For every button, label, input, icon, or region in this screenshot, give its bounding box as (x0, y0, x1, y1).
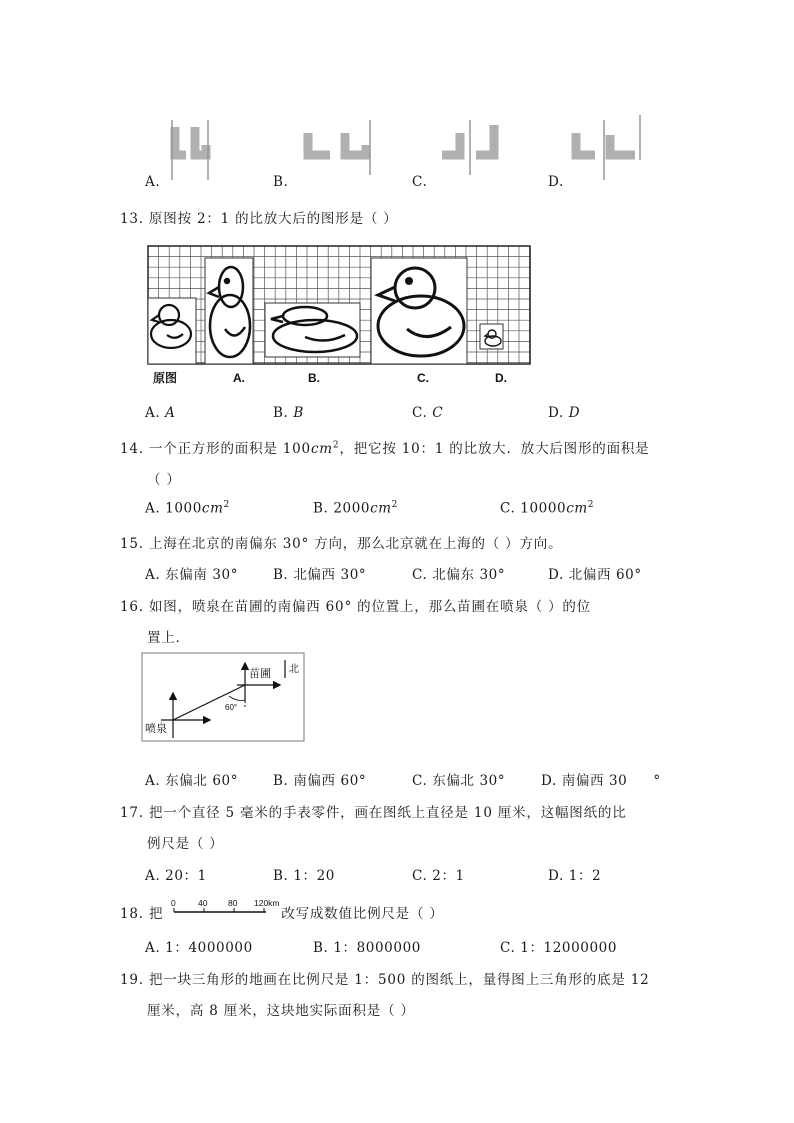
angle-label: 60° (225, 703, 238, 712)
label-c: C. (417, 371, 429, 385)
fountain-label: 喷泉 (145, 723, 167, 735)
question-14-line2: （ ） (147, 472, 181, 488)
scale-tick-40: 40 (198, 898, 208, 908)
q18-line-scale (170, 896, 288, 920)
scale-tick-80: 80 (228, 898, 238, 908)
q12-figure-d (576, 115, 640, 180)
scale-tick-120: 120km (254, 898, 280, 908)
question-17-line2: 例尺是（ ） (147, 836, 224, 852)
q13-duck-grid-figure (145, 243, 535, 388)
q12-option-c[interactable]: C. (412, 174, 428, 190)
q13-option-c[interactable]: C. C (412, 405, 444, 421)
q16-option-a[interactable]: A. 东偏北 60° (145, 773, 239, 789)
q17-option-d[interactable]: D. 1：2 (548, 868, 602, 884)
q15-option-b[interactable]: B. 北偏西 30° (273, 567, 367, 583)
q12-figure-a (172, 120, 208, 180)
q12-option-d[interactable]: D. (548, 174, 564, 190)
q14-option-c[interactable]: C. $10000cm^2$ (500, 500, 595, 517)
question-17: 17. 把一个直径 5 毫米的手表零件，画在图纸上直径是 10 厘米，这幅图纸的比 (120, 805, 627, 821)
q16-direction-figure (141, 652, 306, 744)
q13-option-a[interactable]: A. A (145, 405, 176, 421)
q18-option-c[interactable]: C. 1：12000000 (500, 940, 618, 956)
q12-figure-b (308, 120, 370, 175)
q14-option-b[interactable]: B. $2000cm^2$ (313, 500, 398, 517)
question-13 (120, 207, 398, 227)
q16-option-d[interactable]: D. 南偏西 30 ° (541, 773, 661, 789)
question-number: 13. (120, 211, 144, 227)
q15-option-c[interactable]: C. 北偏东 30° (412, 567, 506, 583)
q17-option-a[interactable]: A. 20：1 (145, 868, 207, 884)
question-text: 原图按 2：1 的比放大后的图形是（ ） (148, 211, 398, 227)
q12-figures (130, 105, 670, 185)
q17-option-b[interactable]: B. 1：20 (273, 868, 335, 884)
q13-option-b[interactable]: B. B (273, 405, 304, 421)
question-16: 16. 如图，喷泉在苗圃的南偏西 60° 的位置上，那么苗圃在喷泉（ ）的位 (120, 599, 591, 615)
label-d: D. (495, 371, 507, 385)
q18-option-a[interactable]: A. 1：4000000 (145, 940, 253, 956)
question-14: 14. 一个正方形的面积是 $100cm^2$，把它按 10：1 的比放大．放大后图形的面积是 (120, 440, 650, 457)
q17-option-c[interactable]: C. 2：1 (412, 868, 465, 884)
question-16-line2: 置上． (147, 630, 190, 646)
q12-option-a[interactable]: A. (145, 174, 161, 190)
nursery-label: 苗圃 (249, 668, 271, 680)
label-b: B. (308, 371, 320, 385)
label-a: A. (233, 371, 245, 385)
q14-option-a[interactable]: A. $1000cm^2$ (145, 500, 230, 517)
north-label: 北 (289, 664, 299, 675)
q18-option-b[interactable]: B. 1：8000000 (313, 940, 421, 956)
q16-option-c[interactable]: C. 东偏北 30° (412, 773, 506, 789)
q12-option-b[interactable]: B. (273, 174, 289, 190)
q15-option-a[interactable]: A. 东偏南 30° (145, 567, 239, 583)
question-18: 18. 把 改写成数值比例尺是（ ） (120, 906, 444, 922)
q12-figure-c (442, 120, 494, 175)
q16-option-b[interactable]: B. 南偏西 60° (273, 773, 367, 789)
scale-tick-0: 0 (171, 898, 176, 908)
question-19-line2: 厘米，高 8 厘米，这块地实际面积是（ ） (147, 1003, 415, 1019)
q15-option-d[interactable]: D. 北偏西 60° (548, 567, 642, 583)
question-19: 19. 把一块三角形的地画在比例尺是 1：500 的图纸上，量得图上三角形的底是 12 (120, 972, 650, 988)
q13-option-d[interactable]: D. D (548, 405, 581, 421)
label-original: 原图 (153, 371, 178, 385)
question-15: 15. 上海在北京的南偏东 30° 方向，那么北京就在上海的（ ）方向。 (120, 536, 563, 552)
